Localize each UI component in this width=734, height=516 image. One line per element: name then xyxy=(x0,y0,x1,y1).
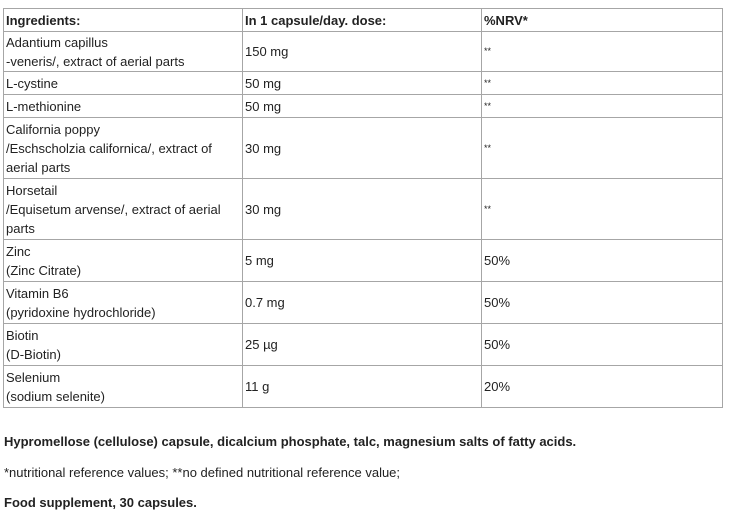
nrv-cell: 20% xyxy=(482,366,723,408)
table-row xyxy=(4,72,723,95)
table-row xyxy=(4,324,723,366)
dose-cell: 150 mg xyxy=(243,32,482,72)
nrv-cell: ** xyxy=(482,179,723,240)
ingredient-cell: California poppy /Eschscholzia californica/, extract of aerial parts xyxy=(4,118,243,179)
product-note: Food supplement, 30 capsules. xyxy=(4,495,197,510)
ingredient-cell: Selenium (sodium selenite) xyxy=(4,366,243,408)
table-header-row xyxy=(4,9,723,32)
ingredient-cell: Biotin (D-Biotin) xyxy=(4,324,243,366)
footnote: *nutritional reference values; **no defined nutritional reference value; xyxy=(4,465,401,480)
dose-cell: 5 mg xyxy=(243,240,482,282)
dose-cell: 50 mg xyxy=(243,95,482,118)
table-row xyxy=(4,32,723,72)
table-row xyxy=(4,366,723,408)
ingredient-cell: L-methionine xyxy=(4,95,243,118)
header-nrv: %NRV* xyxy=(482,9,723,32)
dose-cell: 30 mg xyxy=(243,118,482,179)
nrv-cell: 50% xyxy=(482,324,723,366)
nrv-cell: 50% xyxy=(482,282,723,324)
header-dose: In 1 capsule/day. dose: xyxy=(243,9,482,32)
ingredient-cell: Adantium capillus -veneris/, extract of aerial parts xyxy=(4,32,243,72)
table-row xyxy=(4,282,723,324)
dose-cell: 0.7 mg xyxy=(243,282,482,324)
ingredient-cell: L-cystine xyxy=(4,72,243,95)
ingredient-cell: Vitamin B6 (pyridoxine hydrochloride) xyxy=(4,282,243,324)
dose-cell: 30 mg xyxy=(243,179,482,240)
table-row xyxy=(4,179,723,240)
nrv-cell: ** xyxy=(482,72,723,95)
table-row xyxy=(4,95,723,118)
dose-cell: 50 mg xyxy=(243,72,482,95)
nrv-cell: ** xyxy=(482,118,723,179)
table-row xyxy=(4,240,723,282)
dose-cell: 25 µg xyxy=(243,324,482,366)
table-row xyxy=(4,118,723,179)
nrv-cell: ** xyxy=(482,32,723,72)
ingredient-cell: Horsetail /Equisetum arvense/, extract of aerial parts xyxy=(4,179,243,240)
ingredients-table xyxy=(3,8,723,408)
nrv-cell: 50% xyxy=(482,240,723,282)
header-ingredients: Ingredients: xyxy=(4,9,243,32)
ingredient-cell: Zinc (Zinc Citrate) xyxy=(4,240,243,282)
dose-cell: 11 g xyxy=(243,366,482,408)
excipients-note: Hypromellose (cellulose) capsule, dicalcium phosphate, talc, magnesium salts of fatty acids. xyxy=(4,434,577,449)
nrv-cell: ** xyxy=(482,95,723,118)
